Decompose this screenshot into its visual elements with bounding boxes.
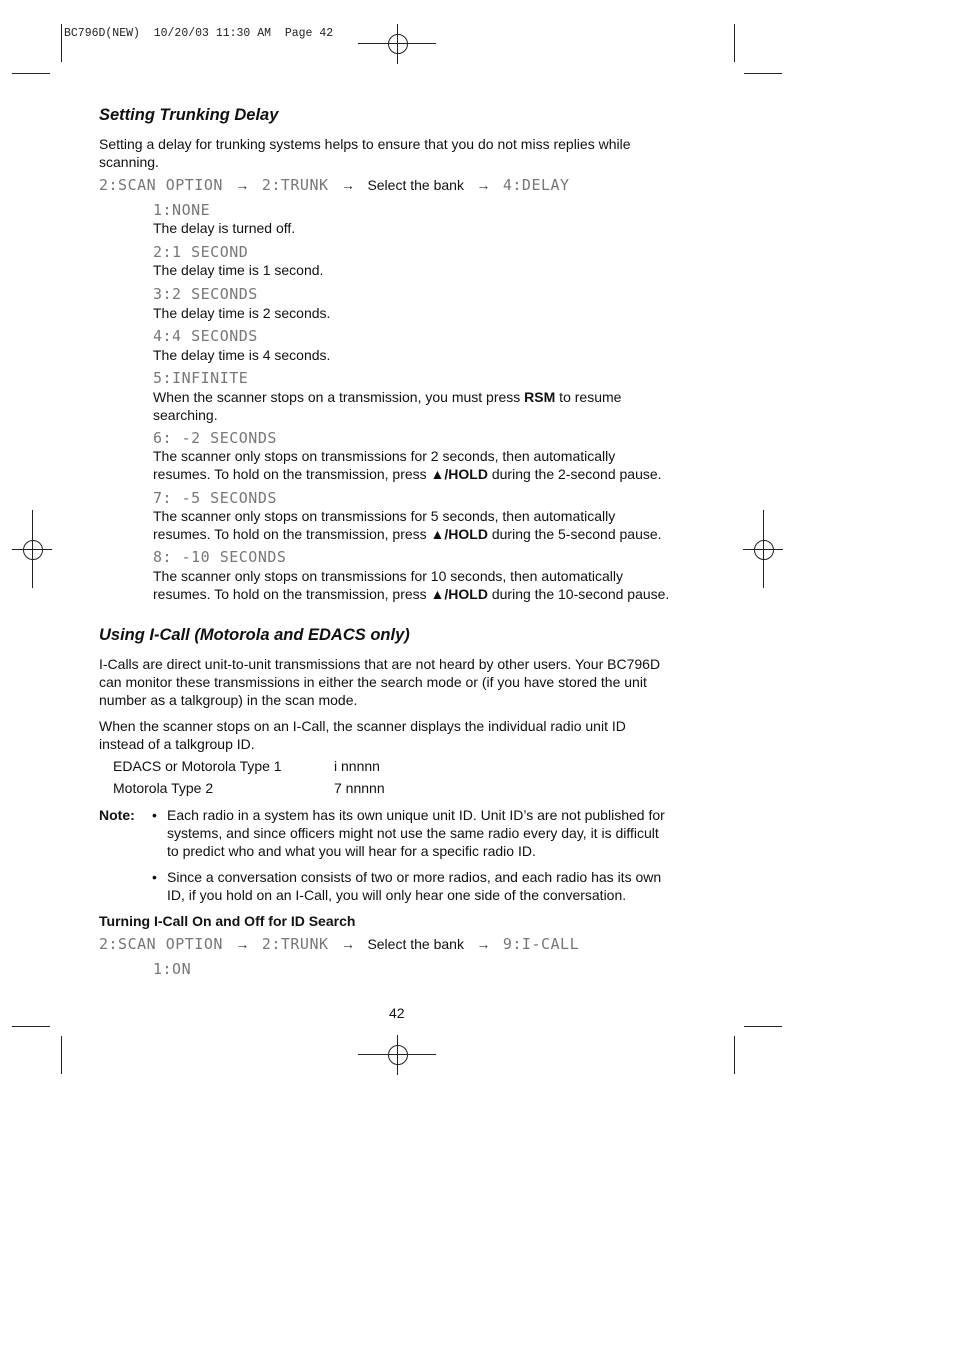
lcd-option: 1:NONE xyxy=(153,201,211,219)
option-description: When the scanner stops on a transmission, you must press RSM to resume searching. xyxy=(153,389,622,423)
lcd-option: 2:1 SECOND xyxy=(153,243,249,261)
arrow-icon: → xyxy=(340,936,355,952)
system-type: EDACS or Motorola Type 1 xyxy=(113,758,282,774)
printer-slug: BC796D(NEW) 10/20/03 11:30 AM Page 42 xyxy=(64,27,334,40)
hold-key: ▲/HOLD xyxy=(430,466,488,482)
hold-key: ▲/HOLD xyxy=(430,526,488,542)
lcd-step: 2:TRUNK xyxy=(261,176,329,194)
intro-line: scanning. xyxy=(99,154,159,170)
icall-paragraph: I-Calls are direct unit-to-unit transmissions that are not heard by other users. Your BC796D can monitor these transmissions in either the search mode or (if you have stored the unit number as a talkgroup) in the scan mode. xyxy=(99,656,661,708)
note-label: Note: xyxy=(99,807,135,823)
intro-line: Setting a delay for trunking systems helps to ensure that you do not miss replies while xyxy=(99,136,631,152)
lcd-option: 5:INFINITE xyxy=(153,369,249,387)
lcd-option: 1:ON xyxy=(153,960,192,978)
lcd-option: 3:2 SECONDS xyxy=(153,285,258,303)
menu-path xyxy=(99,176,570,195)
option-description: The delay is turned off. xyxy=(153,220,296,236)
section-title-icall: Using I-Call (Motorola and EDACS only) xyxy=(99,626,410,644)
option-description: The delay time is 4 seconds. xyxy=(153,347,331,363)
arrow-icon: → xyxy=(235,177,250,193)
arrow-icon: → xyxy=(476,177,491,193)
option-description: The scanner only stops on transmissions for 5 seconds, then automatically resumes. To hold on the transmission, press ▲/HOLD during the 5-second pause. xyxy=(153,508,662,542)
lcd-step: 2:TRUNK xyxy=(261,935,329,953)
id-format-display: 7 nnnnn xyxy=(334,780,385,796)
note-item: Each radio in a system has its own unique unit ID. Unit ID’s are not published for systems, and since officers might not use the same radio every day, it is difficult to predict who and what you will hear for a specific radio ID. xyxy=(167,807,665,859)
lcd-option: 7: -5 SECONDS xyxy=(153,489,277,507)
lcd-step: 2:SCAN OPTION xyxy=(99,935,223,953)
lcd-step: 4:DELAY xyxy=(502,176,570,194)
registration-mark-top xyxy=(358,24,436,64)
lcd-option: 4:4 SECONDS xyxy=(153,327,258,345)
icall-paragraph: When the scanner stops on an I-Call, the scanner displays the individual radio unit ID instead of a talkgroup ID. xyxy=(99,718,626,752)
rsm-key: RSM xyxy=(524,389,556,405)
option-description: The delay time is 2 seconds. xyxy=(153,305,331,321)
lcd-step: 2:SCAN OPTION xyxy=(99,176,223,194)
id-format-row xyxy=(113,757,282,775)
id-format-display: i nnnnn xyxy=(334,758,380,774)
option-description: The scanner only stops on transmissions for 10 seconds, then automatically resumes. To hold on the transmission, press ▲/HOLD during the 10-second pause. xyxy=(153,568,670,602)
arrow-icon: → xyxy=(476,936,491,952)
intro-paragraph xyxy=(99,135,631,171)
registration-mark-bottom xyxy=(358,1035,436,1075)
section-title-trunking-delay: Setting Trunking Delay xyxy=(99,106,279,124)
lcd-option: 6: -2 SECONDS xyxy=(153,429,277,447)
path-step-text: Select the bank xyxy=(367,936,464,952)
registration-mark-right xyxy=(743,510,783,588)
menu-path xyxy=(99,935,579,954)
hold-key: ▲/HOLD xyxy=(430,586,488,602)
bullet-icon: • xyxy=(152,869,157,885)
bullet-icon: • xyxy=(152,807,157,823)
option-description: The delay time is 1 second. xyxy=(153,262,324,278)
lcd-step: 9:I-CALL xyxy=(502,935,580,953)
path-step-text: Select the bank xyxy=(367,177,464,193)
registration-mark-left xyxy=(12,510,52,588)
system-type: Motorola Type 2 xyxy=(113,780,214,796)
lcd-option: 8: -10 SECONDS xyxy=(153,548,287,566)
option-description: The scanner only stops on transmissions for 2 seconds, then automatically resumes. To hold on the transmission, press ▲/HOLD during the 2-second pause. xyxy=(153,448,662,482)
note-item: Since a conversation consists of two or more radios, and each radio has its own ID, if you hold on an I-Call, you will only hear one side of the conversation. xyxy=(167,869,662,903)
id-format-row xyxy=(113,779,213,797)
subheading-icall-toggle: Turning I-Call On and Off for ID Search xyxy=(99,913,356,929)
page-number: 42 xyxy=(389,1005,405,1021)
arrow-icon: → xyxy=(340,177,355,193)
arrow-icon: → xyxy=(235,936,250,952)
